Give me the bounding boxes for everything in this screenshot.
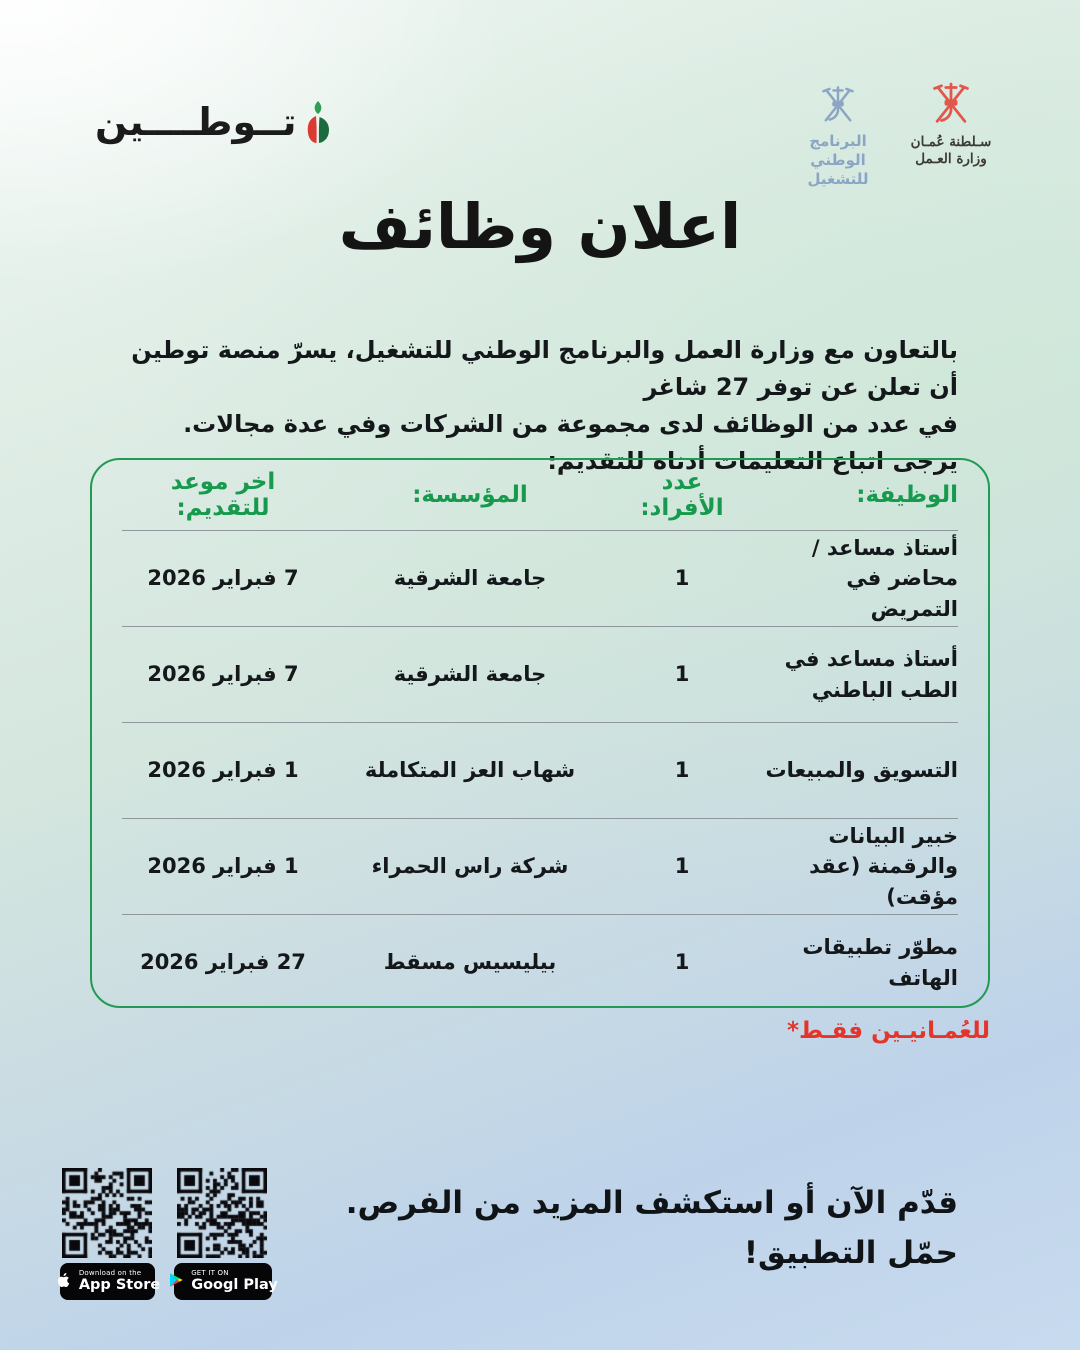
job-organization: بيليسيس مسقط [383, 950, 557, 975]
job-organization: شركة راس الحمراء [371, 854, 569, 879]
oman-emblem-icon [815, 113, 861, 132]
job-deadline: 27 فبراير 2026 [140, 950, 306, 975]
cta-line-1: قدّم الآن أو استكشف المزيد من الفرص. [345, 1185, 958, 1221]
googleplay-qr-code [177, 1168, 267, 1258]
job-count: 1 [674, 950, 690, 975]
intro-line-2: في عدد من الوظائف لدى مجموعة من الشركات وفي عدة مجالات. [183, 410, 958, 438]
tawteen-leaf-icon [305, 100, 331, 144]
job-title: أستاذ مساعد / محاضر في التمريض [811, 535, 958, 621]
appstore-badge-bottom-text: App Store [78, 1276, 161, 1293]
table-row [122, 818, 958, 914]
apple-icon [55, 1270, 72, 1294]
page-title: اعلان وظائف [338, 190, 742, 263]
job-title: خبير البيانات والرقمنة (عقد مؤقت) [809, 823, 958, 909]
column-header-deadline: اخر موعد للتقديم: [170, 469, 276, 521]
table-row [122, 626, 958, 722]
job-deadline: 7 فبراير 2026 [147, 662, 299, 687]
googleplay-badge-bottom-text: Googl Play [191, 1276, 278, 1293]
job-count: 1 [674, 662, 690, 687]
job-count: 1 [674, 566, 690, 591]
table-row [122, 722, 958, 818]
ministry-of-labour-logo [898, 78, 1004, 168]
job-organization: جامعة الشرقية [393, 566, 547, 591]
column-header-organization: المؤسسة: [412, 482, 528, 508]
job-count: 1 [674, 854, 690, 879]
tawteen-logo-text: تــوطــــين [95, 100, 297, 144]
job-title: مطوّر تطبيقات الهاتف [802, 935, 958, 990]
googleplay-badge-top-text: GET IT ON [191, 1269, 229, 1278]
job-organization: جامعة الشرقية [393, 662, 547, 687]
national-employment-program-logo [783, 82, 893, 188]
omanis-only-note: للعُمـانيـين فقـط* [786, 1018, 990, 1044]
job-count: 1 [674, 758, 690, 783]
job-title: التسويق والمبيعات [765, 758, 958, 783]
oman-emblem-red-icon [925, 115, 977, 134]
job-title: أستاذ مساعد في الطب الباطني [784, 647, 958, 702]
tawteen-logo [95, 100, 331, 144]
job-organization: شهاب العز المتكاملة [364, 758, 576, 783]
appstore-badge-top-text: Download on the [78, 1269, 142, 1278]
mol-logo-line2: وزارة العـمل [915, 150, 987, 167]
jobs-table [90, 458, 990, 1008]
cta-text [346, 1178, 958, 1278]
appstore-badge[interactable] [60, 1263, 161, 1300]
column-header-job: الوظيفة: [856, 482, 958, 508]
table-row [122, 914, 958, 1010]
job-deadline: 1 فبراير 2026 [147, 758, 299, 783]
column-header-count: عدد الأفراد: [640, 469, 724, 521]
job-deadline: 7 فبراير 2026 [147, 566, 299, 591]
intro-line-3: يرجى اتباع التعليمات أدناه للتقديم: [547, 447, 958, 475]
mol-logo-line1: سـلطنة عُمـان [910, 134, 992, 150]
appstore-qr-code [62, 1168, 152, 1258]
cta-line-2: حمّل التطبيق! [743, 1235, 958, 1271]
googleplay-icon [168, 1271, 184, 1293]
nep-logo-line2: للتشغيل [807, 169, 869, 188]
intro-line-1: بالتعاون مع وزارة العمل والبرنامج الوطني للتشغيل، يسرّ منصة توطين أن تعلن عن توفر 27 شاغر [131, 336, 958, 401]
job-deadline: 1 فبراير 2026 [147, 854, 299, 879]
table-header-row [122, 460, 958, 530]
googleplay-badge[interactable] [174, 1263, 278, 1300]
nep-logo-line1: البرنامج الوطني [809, 132, 867, 169]
table-row [122, 530, 958, 626]
